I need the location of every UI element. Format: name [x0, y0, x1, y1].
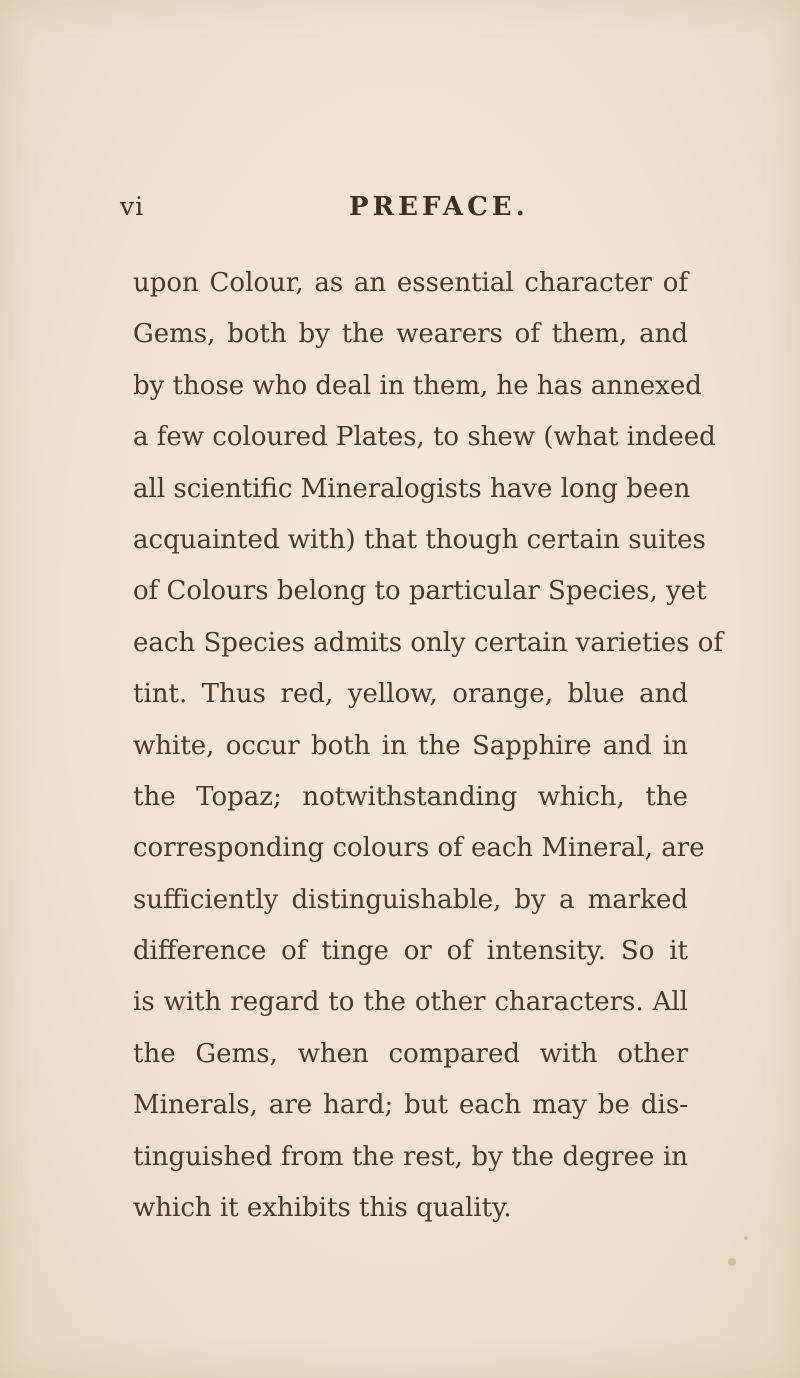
text-line: of Colours belong to particular Species, yet	[133, 576, 707, 607]
text-line: a few coloured Plates, to shew (what indeed	[133, 422, 716, 453]
text-line: Gems, both by the wearers of them, and	[133, 319, 688, 350]
text-line: tinguished from the rest, by the degree in	[133, 1141, 688, 1172]
running-title: PREFACE.	[349, 192, 529, 222]
running-head	[120, 192, 680, 232]
paper-speck	[728, 1258, 736, 1266]
body-text	[133, 258, 724, 1234]
text-line: the Topaz; notwithstanding which, the	[133, 781, 688, 812]
text-line: the Gems, when compared with other	[133, 1038, 688, 1069]
text-line: Minerals, are hard; but each may be dis-	[133, 1090, 688, 1121]
text-line: all scientific Mineralogists have long been	[133, 473, 691, 504]
text-line: each Species admits only certain varieties of	[133, 627, 724, 658]
text-line: acquainted with) that though certain suites	[133, 524, 706, 555]
text-line: tint. Thus red, yellow, orange, blue and	[133, 679, 688, 710]
text-line: by those who deal in them, he has annexed	[133, 370, 702, 401]
text-line: upon Colour, as an essential character of	[133, 268, 688, 298]
text-line-last: which it exhibits this quality.	[133, 1193, 512, 1224]
text-line: difference of tinge or of intensity. So it	[133, 936, 688, 967]
text-line: corresponding colours of each Mineral, are	[133, 833, 705, 864]
paper-speck	[744, 1236, 748, 1240]
page-number: vi	[120, 192, 145, 221]
text-line: white, occur both in the Sapphire and in	[133, 730, 688, 761]
text-line: sufficiently distinguishable, by a marked	[133, 884, 688, 915]
text-line: is with regard to the other characters. All	[133, 987, 688, 1018]
